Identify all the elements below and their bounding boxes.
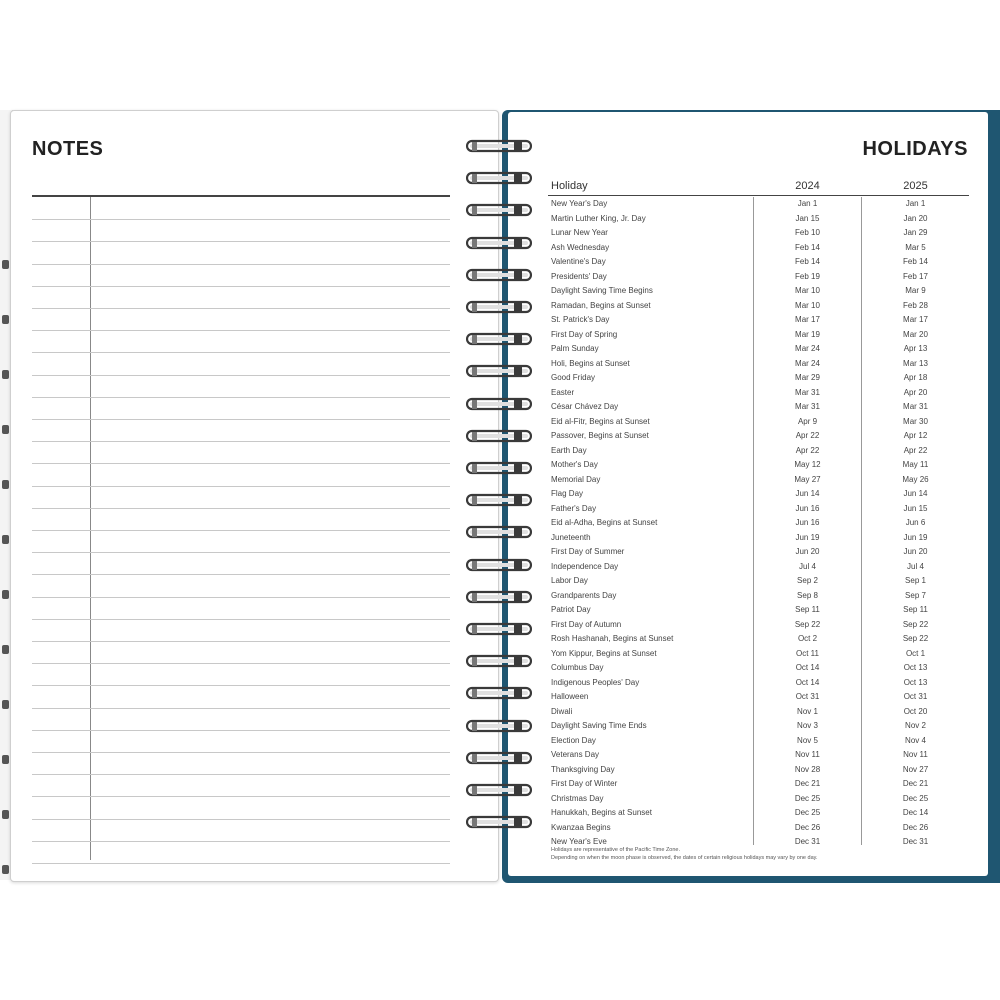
holiday-name: Eid al-Adha, Begins at Sunset <box>551 518 658 527</box>
month-tab <box>2 810 9 819</box>
holiday-row <box>548 792 969 807</box>
coil-ring <box>466 685 532 701</box>
notes-page <box>10 110 499 882</box>
holiday-row <box>548 531 969 546</box>
coil-ring <box>466 557 532 573</box>
holiday-row <box>548 313 969 328</box>
holiday-date-2025: Mar 5 <box>905 242 926 252</box>
holiday-date-2025: Dec 31 <box>902 837 929 846</box>
holiday-date-2025: Sep 1 <box>905 576 926 585</box>
notes-line <box>32 552 450 553</box>
holiday-name: Father's Day <box>551 503 597 513</box>
holiday-row <box>548 270 969 285</box>
coil-ring <box>466 750 532 766</box>
holiday-row <box>548 574 969 589</box>
holiday-row <box>548 705 969 720</box>
holiday-date-2025: Jan 20 <box>903 213 928 223</box>
coil-ring <box>466 396 532 412</box>
holiday-name: New Year's Eve <box>551 837 607 846</box>
notes-line <box>32 685 450 686</box>
coil-ring <box>466 267 532 283</box>
notes-line <box>32 841 450 842</box>
coil-ring <box>466 331 532 347</box>
holiday-name: Mother's Day <box>551 460 598 469</box>
holiday-date-2025: Jun 20 <box>903 547 928 556</box>
holidays-title: HOLIDAYS <box>862 138 968 160</box>
holiday-date-2024: Feb 10 <box>795 228 820 237</box>
holiday-date-2024: Jun 20 <box>795 547 820 556</box>
coil-ring <box>466 202 532 218</box>
holiday-date-2024: Mar 31 <box>795 402 820 411</box>
holiday-name: Kwanzaa Begins <box>551 822 611 832</box>
coil-ring <box>466 170 532 186</box>
holiday-date-2024: Jun 14 <box>795 489 820 498</box>
holiday-date-2024: Nov 5 <box>797 735 818 745</box>
holiday-name: Passover, Begins at Sunset <box>551 431 649 440</box>
holiday-date-2024: Dec 25 <box>794 793 821 803</box>
holiday-date-2024: Oct 11 <box>796 648 819 658</box>
holiday-date-2025: Oct 20 <box>903 706 928 716</box>
holiday-name: First Day of Spring <box>551 329 618 339</box>
coil-ring <box>466 138 532 154</box>
holiday-name: First Day of Summer <box>551 547 625 556</box>
holidays-header-rule <box>548 195 969 196</box>
holiday-date-2024: Nov 1 <box>797 706 818 716</box>
holiday-date-2024: Mar 19 <box>795 329 820 339</box>
holiday-name: Ash Wednesday <box>551 242 610 252</box>
holiday-name: Flag Day <box>551 489 584 498</box>
holiday-name: Holi, Begins at Sunset <box>551 358 630 368</box>
holiday-date-2025: Dec 14 <box>902 808 929 817</box>
holiday-date-2024: Oct 31 <box>795 692 820 701</box>
notes-line <box>32 730 450 731</box>
notes-line <box>32 286 450 287</box>
holiday-name: Valentine's Day <box>551 257 606 266</box>
holiday-name: Good Friday <box>551 373 596 382</box>
holiday-row <box>548 618 969 633</box>
holiday-name: Earth Day <box>551 445 587 455</box>
holiday-date-2024: Apr 9 <box>797 416 818 426</box>
footnote-moon-phase: Depending on when the moon phase is observed, the dates of certain religious holidays may vary by one day. <box>551 855 818 861</box>
notes-line <box>32 441 450 442</box>
month-tab <box>2 260 9 269</box>
holiday-row <box>548 806 969 821</box>
holiday-row <box>548 777 969 792</box>
holiday-name: Thanksgiving Day <box>551 764 615 774</box>
holiday-date-2025: Feb 28 <box>903 300 928 310</box>
holiday-date-2025: Oct 31 <box>903 692 928 701</box>
holiday-date-2024: Oct 14 <box>795 677 820 687</box>
holiday-date-2024: Dec 26 <box>794 822 821 832</box>
holiday-name: Indigenous Peoples' Day <box>551 677 640 687</box>
holiday-date-2025: Jun 19 <box>903 532 928 542</box>
holiday-date-2024: Jul 4 <box>799 561 816 571</box>
holiday-date-2024: Feb 19 <box>795 271 820 281</box>
holiday-name: César Chávez Day <box>551 402 619 411</box>
holiday-row <box>548 603 969 618</box>
holiday-date-2024: Mar 10 <box>795 300 820 310</box>
holiday-date-2025: Nov 11 <box>903 750 928 759</box>
holiday-date-2024: Mar 10 <box>795 286 820 295</box>
holiday-date-2024: Mar 31 <box>795 387 820 397</box>
holiday-name: Ramadan, Begins at Sunset <box>551 300 651 310</box>
holiday-date-2024: Apr 22 <box>795 431 820 440</box>
holiday-date-2025: May 26 <box>902 474 929 484</box>
holiday-date-2025: Sep 7 <box>905 590 926 600</box>
notes-margin-line <box>90 197 91 860</box>
holiday-date-2024: Dec 25 <box>794 808 821 817</box>
holiday-date-2024: Nov 28 <box>794 764 821 774</box>
holiday-date-2025: Dec 21 <box>902 779 929 788</box>
holiday-date-2025: Apr 20 <box>903 387 928 397</box>
holiday-row <box>548 284 969 299</box>
holiday-name: First Day of Winter <box>551 779 618 788</box>
holiday-date-2024: Jan 1 <box>797 199 818 208</box>
holiday-date-2025: Jan 29 <box>903 228 928 237</box>
month-tab <box>2 370 9 379</box>
notes-line <box>32 641 450 642</box>
holiday-date-2024: Sep 2 <box>797 576 818 585</box>
holiday-name: Patriot Day <box>551 605 591 614</box>
holiday-date-2025: Mar 13 <box>903 358 928 368</box>
holiday-name: Independence Day <box>551 561 619 571</box>
month-tab <box>2 590 9 599</box>
holiday-date-2024: Sep 22 <box>794 619 821 629</box>
holiday-row <box>548 371 969 386</box>
holiday-name: Hanukkah, Begins at Sunset <box>551 808 652 817</box>
holiday-row <box>548 400 969 415</box>
column-header-holiday: Holiday <box>551 180 588 192</box>
holiday-name: Veterans Day <box>551 750 600 759</box>
holiday-date-2024: Dec 31 <box>794 837 821 846</box>
holiday-name: Yom Kippur, Begins at Sunset <box>551 648 657 658</box>
holiday-name: Daylight Saving Time Begins <box>551 286 653 295</box>
holiday-name: Eid al-Fitr, Begins at Sunset <box>551 416 650 426</box>
holiday-date-2025: Dec 25 <box>902 793 929 803</box>
notes-line <box>32 308 450 309</box>
holiday-row <box>548 545 969 560</box>
month-tab <box>2 425 9 434</box>
coil-ring <box>466 589 532 605</box>
coil-ring <box>466 428 532 444</box>
holiday-date-2024: Mar 29 <box>795 373 820 382</box>
holiday-row <box>548 748 969 763</box>
holiday-row <box>548 429 969 444</box>
month-tab <box>2 480 9 489</box>
coil-ring <box>466 814 532 830</box>
holiday-date-2024: Sep 11 <box>795 605 820 614</box>
notes-line <box>32 863 450 864</box>
notes-line <box>32 663 450 664</box>
month-tab <box>2 700 9 709</box>
holiday-date-2025: Feb 14 <box>903 257 928 266</box>
coil-ring <box>466 653 532 669</box>
holiday-row <box>548 560 969 575</box>
holiday-row <box>548 212 969 227</box>
holiday-row <box>548 632 969 647</box>
notes-line <box>32 774 450 775</box>
holiday-date-2024: Jan 15 <box>795 213 820 223</box>
holiday-date-2025: Mar 17 <box>903 315 928 324</box>
holiday-date-2025: Mar 30 <box>903 416 928 426</box>
notes-line <box>32 508 450 509</box>
holiday-name: Columbus Day <box>551 663 604 672</box>
notes-line <box>32 241 450 242</box>
holiday-row <box>548 444 969 459</box>
holiday-date-2025: Mar 9 <box>905 286 926 295</box>
holiday-date-2025: Oct 1 <box>905 648 926 658</box>
holiday-name: Halloween <box>551 692 589 701</box>
coil-ring <box>466 363 532 379</box>
holiday-date-2025: Apr 18 <box>903 373 928 382</box>
holiday-name: Diwali <box>551 706 573 716</box>
holiday-row <box>548 473 969 488</box>
holiday-row <box>548 502 969 517</box>
holiday-row <box>548 226 969 241</box>
coil-ring <box>466 299 532 315</box>
notes-line <box>32 463 450 464</box>
holiday-row <box>548 821 969 836</box>
month-tab <box>2 535 9 544</box>
holiday-date-2024: May 27 <box>794 474 821 484</box>
notes-line <box>32 419 450 420</box>
holiday-row <box>548 342 969 357</box>
holiday-name: Presidents' Day <box>551 271 607 281</box>
holiday-row <box>548 197 969 212</box>
holidays-table <box>548 197 969 850</box>
holiday-date-2025: Nov 27 <box>902 764 929 774</box>
notes-line <box>32 819 450 820</box>
holiday-row <box>548 763 969 778</box>
notes-line <box>32 375 450 376</box>
notes-line <box>32 574 450 575</box>
holiday-date-2025: Apr 12 <box>903 431 928 440</box>
coil-ring <box>466 621 532 637</box>
holiday-row <box>548 719 969 734</box>
holiday-date-2024: Mar 17 <box>795 315 820 324</box>
holiday-date-2025: Jun 14 <box>903 489 928 498</box>
holiday-date-2025: Nov 2 <box>905 721 926 730</box>
notes-line <box>32 397 450 398</box>
holiday-date-2024: May 12 <box>794 460 821 469</box>
holiday-date-2025: Sep 22 <box>902 619 929 629</box>
holiday-name: Rosh Hashanah, Begins at Sunset <box>551 634 674 643</box>
holiday-name: Labor Day <box>551 576 588 585</box>
coil-ring <box>466 460 532 476</box>
holiday-row <box>548 328 969 343</box>
holiday-date-2025: Dec 26 <box>902 822 929 832</box>
notes-line <box>32 597 450 598</box>
holiday-date-2024: Apr 22 <box>795 445 820 455</box>
notes-line <box>32 708 450 709</box>
coil-ring <box>466 492 532 508</box>
month-tab <box>2 755 9 764</box>
notes-line <box>32 530 450 531</box>
holiday-name: Palm Sunday <box>551 344 599 353</box>
holiday-row <box>548 690 969 705</box>
holiday-date-2024: Oct 14 <box>795 663 820 672</box>
holiday-date-2025: Jun 15 <box>903 503 928 513</box>
notes-line <box>32 330 450 331</box>
holiday-date-2024: Nov 11 <box>795 750 820 759</box>
holiday-row <box>548 415 969 430</box>
coil-ring <box>466 718 532 734</box>
month-tab <box>2 315 9 324</box>
column-header-2025: 2025 <box>903 180 928 192</box>
holiday-date-2024: Oct 2 <box>797 634 818 643</box>
holiday-date-2024: Jun 16 <box>795 518 820 527</box>
holiday-row <box>548 516 969 531</box>
holiday-date-2024: Jun 16 <box>795 503 820 513</box>
holiday-name: Juneteenth <box>551 532 591 542</box>
holiday-name: New Year's Day <box>551 199 608 208</box>
holiday-date-2025: Apr 22 <box>903 445 928 455</box>
holiday-date-2024: Nov 3 <box>797 721 818 730</box>
holiday-name: Election Day <box>551 735 596 745</box>
holiday-date-2024: Mar 24 <box>795 344 820 353</box>
holiday-date-2025: Jul 4 <box>907 561 924 571</box>
coil-ring <box>466 235 532 251</box>
holiday-row <box>548 487 969 502</box>
holiday-date-2024: Feb 14 <box>795 242 820 252</box>
notes-line <box>32 796 450 797</box>
holiday-date-2024: Jun 19 <box>795 532 820 542</box>
holiday-date-2025: Sep 11 <box>903 605 928 614</box>
holiday-date-2025: Sep 22 <box>902 634 929 643</box>
notes-line <box>32 219 450 220</box>
column-header-2024: 2024 <box>795 180 820 192</box>
holiday-name: Easter <box>551 387 575 397</box>
holiday-row <box>548 661 969 676</box>
holiday-date-2024: Feb 14 <box>795 257 820 266</box>
holiday-name: First Day of Autumn <box>551 619 622 629</box>
holiday-date-2025: Jun 6 <box>905 518 926 527</box>
holiday-date-2025: Mar 31 <box>903 402 928 411</box>
holiday-row <box>548 676 969 691</box>
holiday-row <box>548 255 969 270</box>
holiday-name: Lunar New Year <box>551 228 608 237</box>
holiday-name: Christmas Day <box>551 793 604 803</box>
notes-title: NOTES <box>32 138 104 160</box>
holiday-name: Memorial Day <box>551 474 601 484</box>
holiday-date-2025: Mar 20 <box>903 329 928 339</box>
holiday-date-2024: Sep 8 <box>797 590 818 600</box>
holiday-name: Daylight Saving Time Ends <box>551 721 647 730</box>
holiday-date-2024: Dec 21 <box>794 779 821 788</box>
holiday-date-2025: May 11 <box>902 460 929 469</box>
notes-line <box>32 486 450 487</box>
holiday-name: Grandparents Day <box>551 590 617 600</box>
holiday-row <box>548 241 969 256</box>
notes-line <box>32 619 450 620</box>
footnote-timezone: Holidays are representative of the Pacific Time Zone. <box>551 847 681 853</box>
holiday-date-2025: Apr 13 <box>903 344 928 353</box>
notes-line <box>32 352 450 353</box>
holiday-date-2024: Mar 24 <box>795 358 820 368</box>
holiday-name: St. Patrick's Day <box>551 315 610 324</box>
coil-ring <box>466 524 532 540</box>
holiday-date-2025: Feb 17 <box>903 271 928 281</box>
holiday-date-2025: Oct 13 <box>903 663 928 672</box>
notes-header-rule <box>32 195 450 197</box>
holiday-row <box>548 589 969 604</box>
holiday-row <box>548 734 969 749</box>
month-tab <box>2 865 9 874</box>
holiday-date-2025: Nov 4 <box>905 735 926 745</box>
holiday-row <box>548 458 969 473</box>
notes-line <box>32 752 450 753</box>
coil-ring <box>466 782 532 798</box>
holiday-name: Martin Luther King, Jr. Day <box>551 213 646 223</box>
holiday-row <box>548 386 969 401</box>
holiday-row <box>548 647 969 662</box>
holiday-row <box>548 299 969 314</box>
holiday-date-2025: Oct 13 <box>903 677 928 687</box>
notes-line <box>32 264 450 265</box>
holiday-row <box>548 357 969 372</box>
spiral-binding-icon <box>466 138 534 868</box>
holiday-date-2025: Jan 1 <box>905 199 926 208</box>
month-tab <box>2 645 9 654</box>
